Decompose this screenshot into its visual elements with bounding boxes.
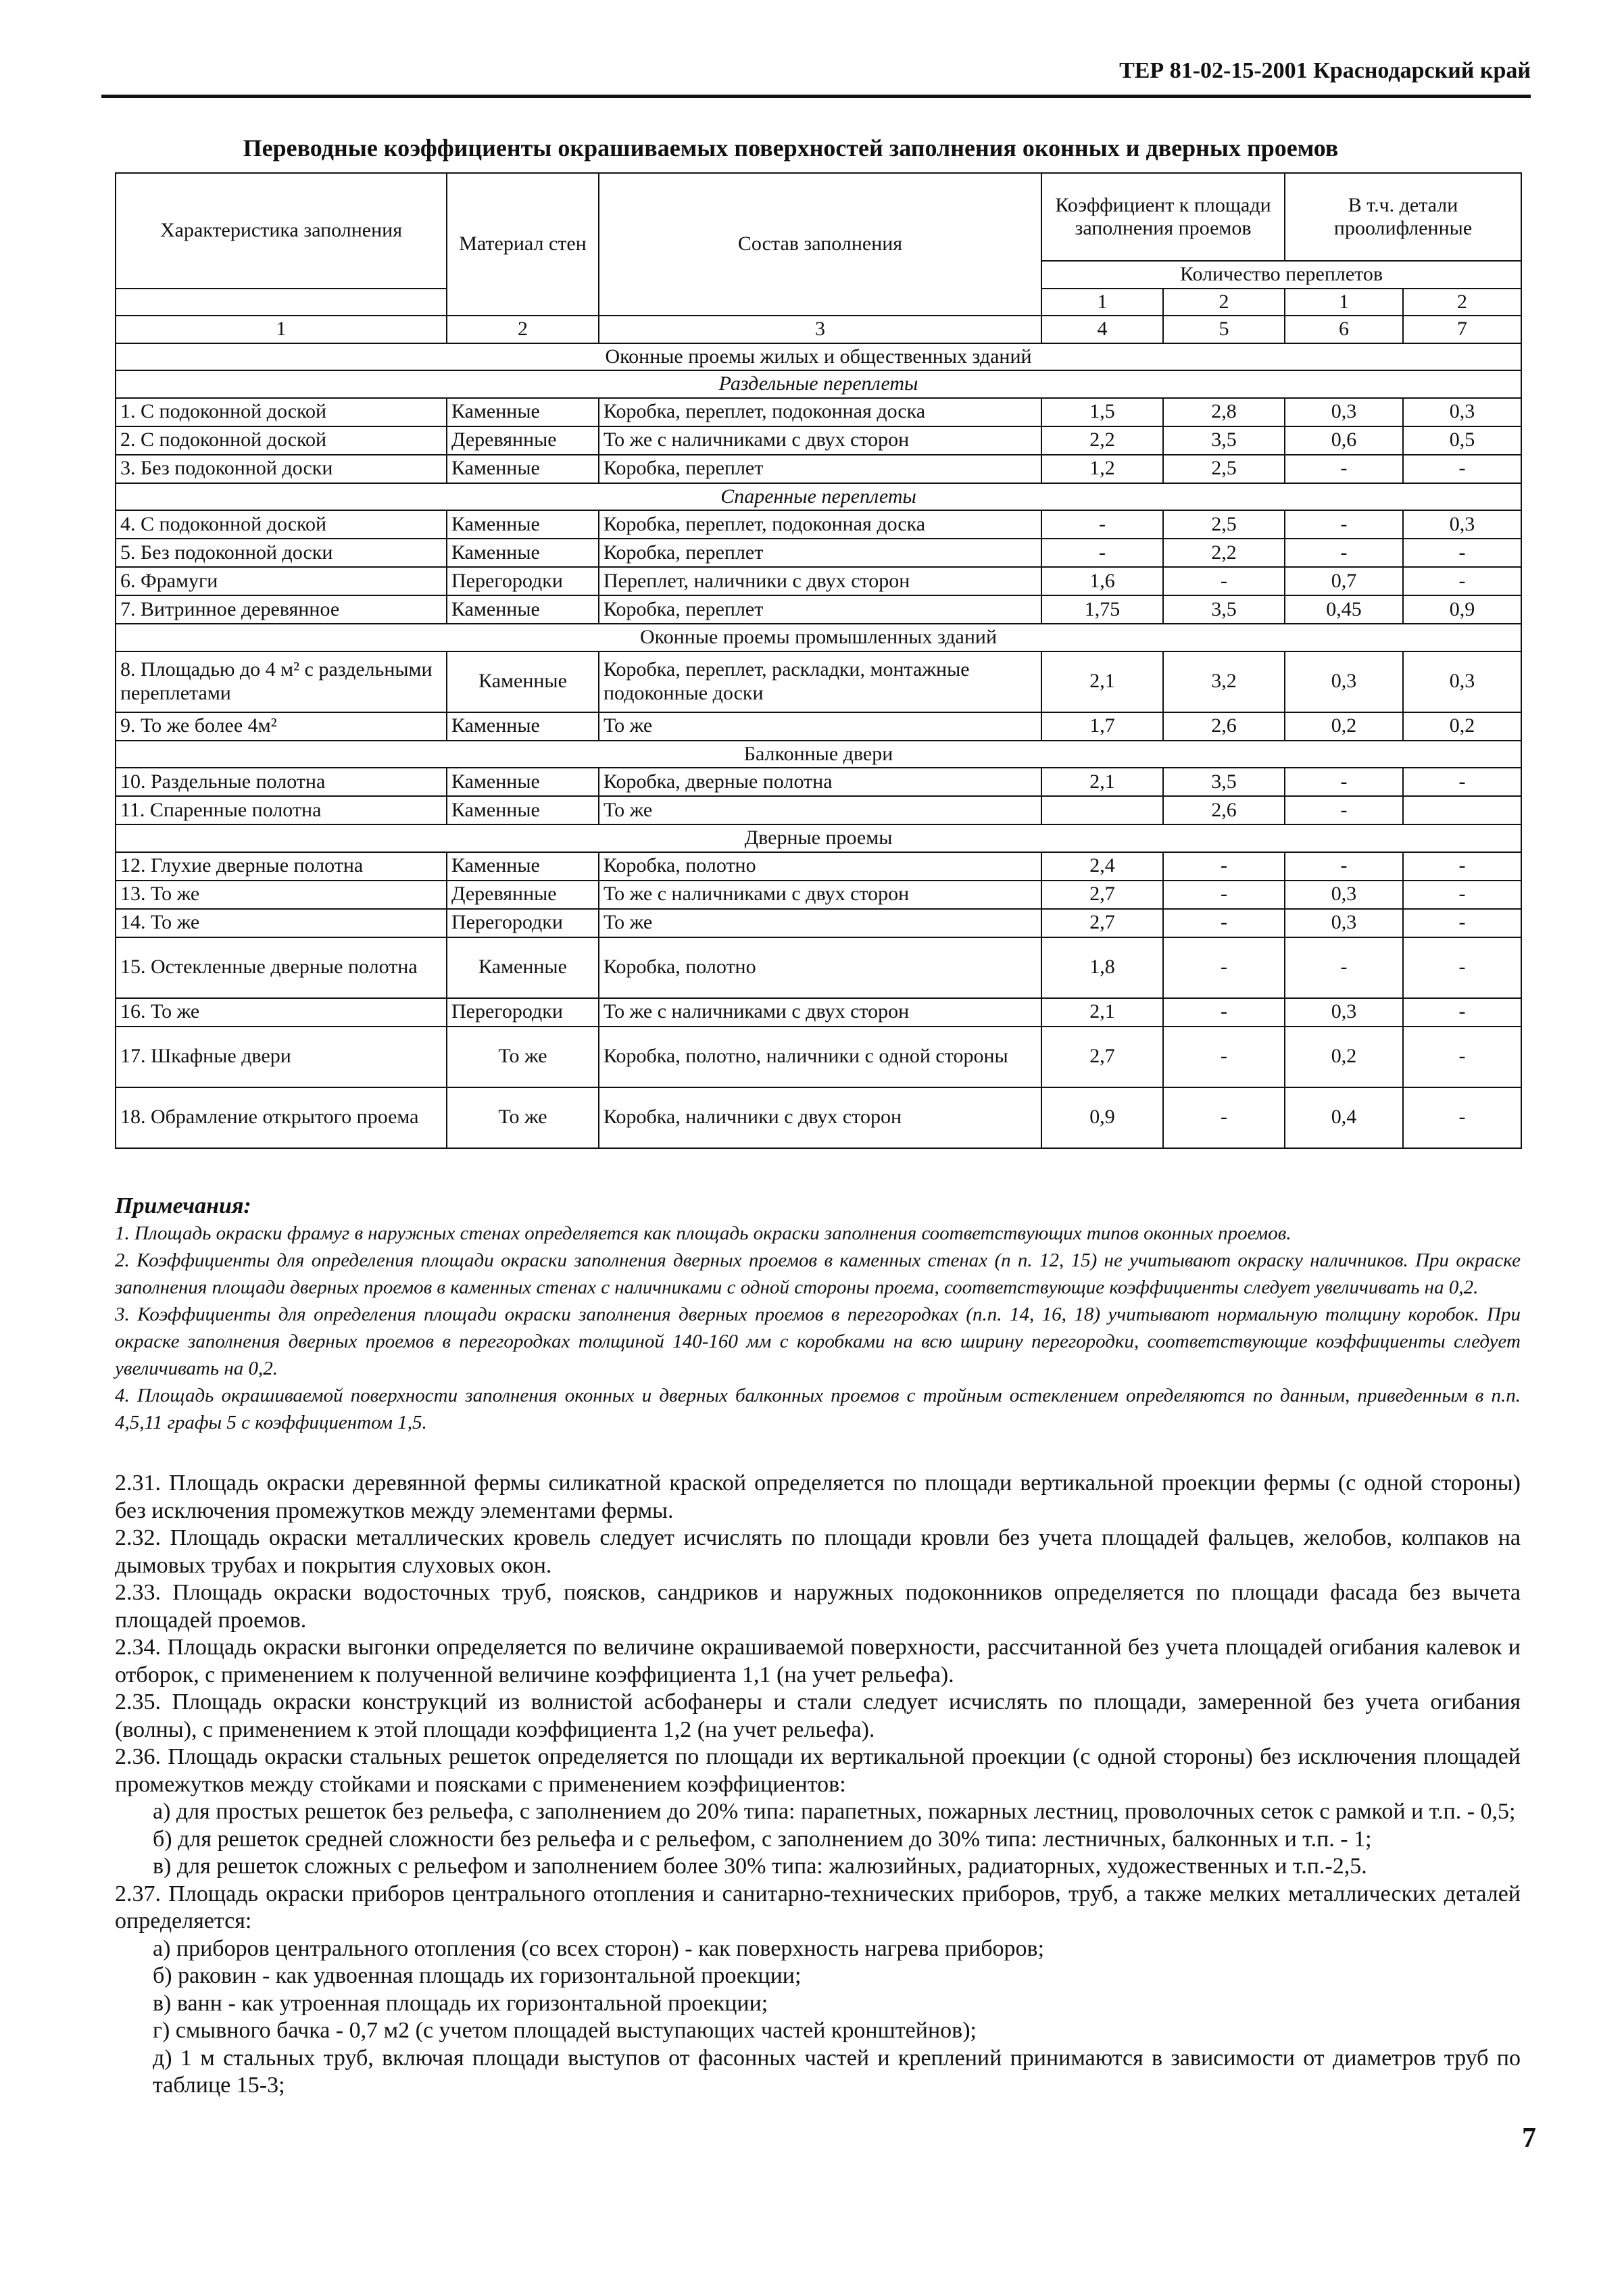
- cell-composition: Коробка, полотно, наличники с одной стороны: [599, 1027, 1041, 1087]
- note-item: 3. Коэффициенты для определения площади окраски заполнения дверных проемов в перегородках (п.п. 14, 16, 18) учитывают нормальную толщину коробок. При окраске заполнения дверных проемов в перегородках толщиной 140-160 мм с коробками на всю ширину перегородки, соответствующие коэффициенты следует увеличивать на 0,2.: [115, 1304, 1521, 1379]
- table-row: [116, 998, 1521, 1027]
- cell-v3: 0,3: [1285, 909, 1403, 937]
- cell-name: 17. Шкафные двери: [116, 1027, 447, 1087]
- cell-v2: 2,8: [1163, 398, 1285, 426]
- header-n1: 1: [1041, 289, 1163, 316]
- cell-v2: -: [1163, 909, 1285, 937]
- header-profiled: В т.ч. детали проолифленные: [1285, 173, 1521, 261]
- cell-v4: -: [1403, 1087, 1521, 1148]
- list-item: в) ванн - как утроенная площадь их горизонтальной проекции;: [153, 1990, 768, 2016]
- cell-composition: Коробка, переплет, подоконная доска: [599, 398, 1041, 426]
- cell-material: Перегородки: [447, 909, 599, 937]
- cell-composition: То же с наличниками с двух сторон: [599, 881, 1041, 909]
- cell-name: 7. Витринное деревянное: [116, 595, 447, 624]
- cell-v3: 0,3: [1285, 881, 1403, 909]
- cell-v3: -: [1285, 455, 1403, 483]
- header-material: Материал стен: [447, 173, 599, 316]
- cell-composition: То же: [599, 909, 1041, 937]
- cell-v4: -: [1403, 1027, 1521, 1087]
- section-title: Оконные проемы промышленных зданий: [116, 624, 1521, 651]
- cell-v2: -: [1163, 881, 1285, 909]
- col-num: 6: [1285, 316, 1403, 343]
- cell-v2: 3,5: [1163, 768, 1285, 796]
- section-title: Дверные проемы: [116, 824, 1521, 852]
- cell-v1: 2,7: [1041, 909, 1163, 937]
- cell-v1: 2,2: [1041, 426, 1163, 455]
- cell-material: Деревянные: [447, 426, 599, 455]
- cell-v1: 0,9: [1041, 1087, 1163, 1148]
- cell-v2: -: [1163, 567, 1285, 595]
- cell-material: То же: [447, 1087, 599, 1148]
- cell-material: Перегородки: [447, 567, 599, 595]
- cell-composition: Коробка, переплет: [599, 595, 1041, 624]
- coefficients-table: [115, 172, 1522, 1149]
- section-title: Оконные проемы жилых и общественных зданий: [116, 343, 1521, 371]
- cell-v1: 1,75: [1041, 595, 1163, 624]
- cell-v2: -: [1163, 852, 1285, 881]
- cell-v4: -: [1403, 567, 1521, 595]
- col-num: 7: [1403, 316, 1521, 343]
- cell-name: 14. То же: [116, 909, 447, 937]
- cell-material: Каменные: [447, 937, 599, 998]
- cell-composition: То же с наличниками с двух сторон: [599, 426, 1041, 455]
- cell-v2: 2,2: [1163, 539, 1285, 567]
- cell-composition: То же: [599, 712, 1041, 741]
- cell-name: 11. Спаренные полотна: [116, 796, 447, 824]
- cell-name: 10. Раздельные полотна: [116, 768, 447, 796]
- cell-material: Каменные: [447, 595, 599, 624]
- notes-title: Примечания:: [115, 1193, 251, 1218]
- cell-v4: 0,3: [1403, 651, 1521, 712]
- cell-v3: 0,3: [1285, 651, 1403, 712]
- cell-v1: 2,1: [1041, 651, 1163, 712]
- header-composition: Состав заполнения: [599, 173, 1041, 316]
- table-row: [116, 651, 1521, 712]
- paragraph: 2.35. Площадь окраски конструкций из волнистой асбофанеры и стали следует исчислять по площади, замеренной без учета огибания (волны), с применением к этой площади коэффициента 1,2 (на учет рельефа).: [115, 1689, 1521, 1742]
- table-row: [116, 426, 1521, 455]
- table-row: [116, 881, 1521, 909]
- cell-v2: 2,6: [1163, 796, 1285, 824]
- cell-v4: 0,9: [1403, 595, 1521, 624]
- cell-material: Каменные: [447, 455, 599, 483]
- list-item: б) для решеток средней сложности без рельефа и с рельефом, с заполнением до 30% типа: лестничных, балконных и т.п. - 1;: [153, 1826, 1372, 1852]
- cell-v2: -: [1163, 1087, 1285, 1148]
- cell-v3: -: [1285, 796, 1403, 824]
- cell-composition: Коробка, наличники с двух сторон: [599, 1087, 1041, 1148]
- cell-composition: Коробка, переплет, подоконная доска: [599, 510, 1041, 539]
- table-row: [116, 1027, 1521, 1087]
- cell-name: 12. Глухие дверные полотна: [116, 852, 447, 881]
- cell-v3: -: [1285, 510, 1403, 539]
- cell-composition: Коробка, полотно: [599, 937, 1041, 998]
- body-text: [115, 1470, 1521, 2100]
- cell-name: 13. То же: [116, 881, 447, 909]
- header-characteristic: Характеристика заполнения: [116, 173, 447, 289]
- paragraph: 2.32. Площадь окраски металлических кровель следует исчислять по площади кровли без учета площадей фальцев, желобов, колпаков на дымовых трубах и покрытия слуховых окон.: [115, 1525, 1521, 1578]
- cell-v3: 0,3: [1285, 398, 1403, 426]
- cell-v1: 2,4: [1041, 852, 1163, 881]
- table-row: [116, 455, 1521, 483]
- list-item: в) для решеток сложных с рельефом и заполнением более 30% типа: жалюзийных, радиаторных, художественных и т.п.-2,5.: [153, 1854, 1367, 1879]
- cell-name: 6. Фрамуги: [116, 567, 447, 595]
- cell-v4: -: [1403, 937, 1521, 998]
- note-item: 1. Площадь окраски фрамуг в наружных стенах определяется как площадь окраски заполнения соответствующих типов оконных проемов.: [115, 1223, 1291, 1244]
- table-row: [116, 510, 1521, 539]
- header-rule: [101, 95, 1531, 98]
- cell-v4: [1403, 796, 1521, 824]
- cell-v4: 0,2: [1403, 712, 1521, 741]
- cell-v4: -: [1403, 539, 1521, 567]
- cell-material: Каменные: [447, 852, 599, 881]
- table-row: [116, 712, 1521, 741]
- cell-v3: 0,45: [1285, 595, 1403, 624]
- cell-v3: 0,7: [1285, 567, 1403, 595]
- cell-v3: 0,2: [1285, 1027, 1403, 1087]
- list-item: б) раковин - как удвоенная площадь их горизонтальной проекции;: [153, 1963, 802, 1988]
- cell-v4: 0,3: [1403, 510, 1521, 539]
- cell-v4: -: [1403, 768, 1521, 796]
- cell-v1: 1,8: [1041, 937, 1163, 998]
- page-number: 7: [1522, 2123, 1536, 2154]
- cell-material: Деревянные: [447, 881, 599, 909]
- cell-v3: 0,2: [1285, 712, 1403, 741]
- col-num: 4: [1041, 316, 1163, 343]
- cell-material: Перегородки: [447, 998, 599, 1027]
- cell-v4: -: [1403, 998, 1521, 1027]
- paragraph: 2.33. Площадь окраски водосточных труб, поясков, сандриков и наружных подоконников определяется по площади фасада без вычета площадей проемов.: [115, 1580, 1521, 1633]
- table-row: [116, 852, 1521, 881]
- cell-v2: -: [1163, 998, 1285, 1027]
- cell-v2: 3,2: [1163, 651, 1285, 712]
- cell-v1: 2,7: [1041, 1027, 1163, 1087]
- cell-material: Каменные: [447, 398, 599, 426]
- cell-name: 4. С подоконной доской: [116, 510, 447, 539]
- paragraph: 2.37. Площадь окраски приборов центрального отопления и санитарно-технических приборов, труб, а также мелких металлических деталей определяется:: [115, 1881, 1521, 1933]
- table-row: [116, 909, 1521, 937]
- col-num: 5: [1163, 316, 1285, 343]
- col-num: 1: [116, 316, 447, 343]
- cell-composition: Коробка, полотно: [599, 852, 1041, 881]
- cell-v1: -: [1041, 510, 1163, 539]
- cell-v2: 2,6: [1163, 712, 1285, 741]
- cell-name: 16. То же: [116, 998, 447, 1027]
- cell-name: 1. С подоконной доской: [116, 398, 447, 426]
- cell-v4: 0,3: [1403, 398, 1521, 426]
- cell-v4: 0,5: [1403, 426, 1521, 455]
- cell-name: 2. С подоконной доской: [116, 426, 447, 455]
- header-coef: Коэффициент к площади заполнения проемов: [1041, 173, 1285, 261]
- list-item: д) 1 м стальных труб, включая площади выступов от фасонных частей и креплений принимаются в зависимости от диаметров труб по таблице 15-3;: [153, 2045, 1521, 2098]
- document-header: ТЕР 81-02-15-2001 Краснодарский край: [1119, 58, 1531, 83]
- cell-material: Каменные: [447, 510, 599, 539]
- cell-v1: 1,6: [1041, 567, 1163, 595]
- cell-composition: То же с наличниками с двух сторон: [599, 998, 1041, 1027]
- cell-v2: -: [1163, 937, 1285, 998]
- cell-v4: -: [1403, 881, 1521, 909]
- list-item: г) смывного бачка - 0,7 м2 (с учетом площадей выступающих частей кронштейнов);: [153, 2018, 977, 2043]
- cell-v1: 1,7: [1041, 712, 1163, 741]
- table-row: [116, 796, 1521, 824]
- table-row: [116, 539, 1521, 567]
- notes-block: [115, 1193, 1521, 1436]
- cell-name: 3. Без подоконной доски: [116, 455, 447, 483]
- section-subtitle: Спаренные переплеты: [116, 483, 1521, 511]
- cell-v4: -: [1403, 909, 1521, 937]
- section-subtitle: Раздельные переплеты: [116, 370, 1521, 398]
- cell-material: Каменные: [447, 796, 599, 824]
- cell-v4: -: [1403, 852, 1521, 881]
- cell-v1: 2,7: [1041, 881, 1163, 909]
- cell-material: Каменные: [447, 651, 599, 712]
- cell-v3: -: [1285, 539, 1403, 567]
- cell-v1: 2,1: [1041, 998, 1163, 1027]
- cell-v1: [1041, 796, 1163, 824]
- cell-v3: 0,3: [1285, 998, 1403, 1027]
- cell-v3: -: [1285, 937, 1403, 998]
- paragraph: 2.36. Площадь окраски стальных решеток определяется по площади их вертикальной проекции (с одной стороны) без исключения площадей промежутков между стойками и поясками с применением коэффициентов:: [115, 1744, 1521, 1797]
- col-num: 3: [599, 316, 1041, 343]
- section-title: Балконные двери: [116, 741, 1521, 768]
- cell-composition: Коробка, дверные полотна: [599, 768, 1041, 796]
- table-row: [116, 567, 1521, 595]
- cell-composition: Переплет, наличники с двух сторон: [599, 567, 1041, 595]
- header-n4: 2: [1403, 289, 1521, 316]
- cell-v2: 3,5: [1163, 595, 1285, 624]
- paragraph: 2.31. Площадь окраски деревянной фермы силикатной краской определяется по площади вертикальной проекции фермы (с одной стороны) без исключения промежутков между элементами фермы.: [115, 1471, 1521, 1523]
- cell-v1: -: [1041, 539, 1163, 567]
- cell-material: Каменные: [447, 712, 599, 741]
- cell-name: 18. Обрамление открытого проема: [116, 1087, 447, 1148]
- cell-composition: Коробка, переплет: [599, 539, 1041, 567]
- cell-v2: 3,5: [1163, 426, 1285, 455]
- cell-v2: 2,5: [1163, 510, 1285, 539]
- cell-composition: Коробка, переплет, раскладки, монтажные подоконные доски: [599, 651, 1041, 712]
- cell-name: 9. То же более 4м²: [116, 712, 447, 741]
- cell-material: То же: [447, 1027, 599, 1087]
- list-item: а) для простых решеток без рельефа, с заполнением до 20% типа: парапетных, пожарных лестниц, проволочных сеток с рамкой и т.п. - 0,5;: [153, 1799, 1516, 1824]
- header-count: Количество переплетов: [1041, 261, 1521, 289]
- cell-v1: 1,5: [1041, 398, 1163, 426]
- table-row: [116, 1087, 1521, 1148]
- cell-material: Каменные: [447, 768, 599, 796]
- table-title: Переводные коэффициенты окрашиваемых поверхностей заполнения оконных и дверных проемов: [243, 134, 1339, 162]
- table-row: [116, 937, 1521, 998]
- list-item: а) приборов центрального отопления (со всех сторон) - как поверхность нагрева приборов;: [153, 1935, 1045, 1961]
- cell-composition: То же: [599, 796, 1041, 824]
- cell-v2: -: [1163, 1027, 1285, 1087]
- table-row: [116, 768, 1521, 796]
- cell-material: Каменные: [447, 539, 599, 567]
- cell-composition: Коробка, переплет: [599, 455, 1041, 483]
- table-row: [116, 398, 1521, 426]
- cell-v3: 0,4: [1285, 1087, 1403, 1148]
- cell-v3: -: [1285, 768, 1403, 796]
- cell-v1: 1,2: [1041, 455, 1163, 483]
- cell-v3: 0,6: [1285, 426, 1403, 455]
- cell-name: 5. Без подоконной доски: [116, 539, 447, 567]
- cell-name: 15. Остекленные дверные полотна: [116, 937, 447, 998]
- note-item: 4. Площадь окрашиваемой поверхности заполнения оконных и дверных балконных проемов с тройным остеклением определяются по данным, приведенным в п.п. 4,5,11 графы 5 с коэффициентом 1,5.: [115, 1385, 1521, 1433]
- table-row: [116, 595, 1521, 624]
- cell-v3: -: [1285, 852, 1403, 881]
- col-num: 2: [447, 316, 599, 343]
- header-blank: [116, 289, 447, 316]
- cell-v1: 2,1: [1041, 768, 1163, 796]
- paragraph: 2.34. Площадь окраски выгонки определяется по величине окрашиваемой поверхности, рассчитанной без учета площадей огибания калевок и отборок, с применением к полученной величине коэффициента 1,1 (на учет рельефа).: [115, 1635, 1521, 1687]
- cell-name: 8. Площадью до 4 м² с раздельными переплетами: [116, 651, 447, 712]
- cell-v2: 2,5: [1163, 455, 1285, 483]
- header-n3: 1: [1285, 289, 1403, 316]
- cell-v4: -: [1403, 455, 1521, 483]
- header-n2: 2: [1163, 289, 1285, 316]
- note-item: 2. Коэффициенты для определения площади окраски заполнения дверных проемов в каменных стенах (п п. 12, 15) не учитывают окраску наличников. При окраске заполнения площади дверных проемов в каменных стенах с наличниками с одной стороны проема, соответствующие коэффициенты следует увеличивать на 0,2.: [115, 1250, 1521, 1298]
